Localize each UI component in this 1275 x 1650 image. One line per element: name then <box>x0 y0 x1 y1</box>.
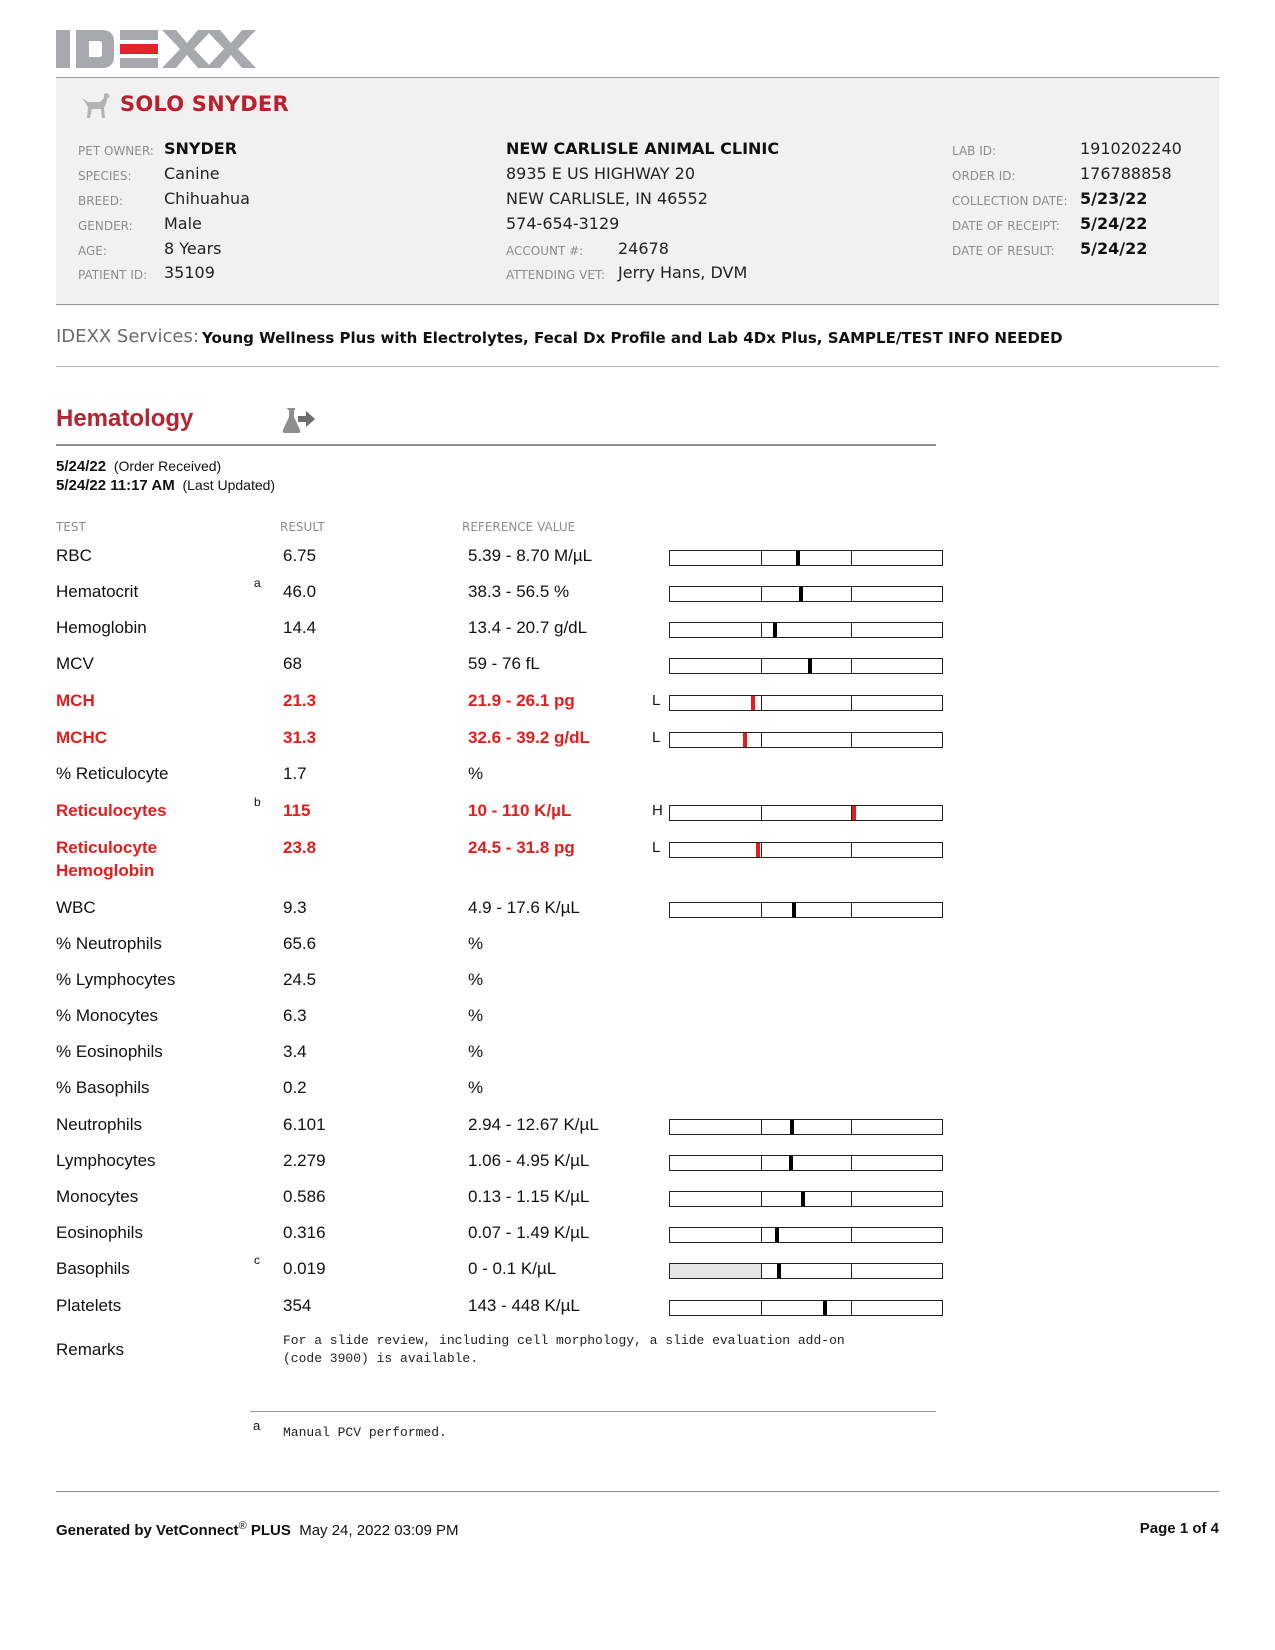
footer-generated-by: Generated by VetConnect <box>56 1522 239 1539</box>
test-name: % Eosinophils <box>56 1042 163 1061</box>
test-result: 0.316 <box>283 1223 326 1242</box>
test-name: % Monocytes <box>56 1006 159 1025</box>
range-bar-marker <box>796 551 800 565</box>
range-bar-marker <box>823 1301 827 1315</box>
range-bar <box>669 1300 943 1316</box>
range-bar-divider <box>761 696 762 710</box>
range-bar <box>669 1119 943 1135</box>
footnote-mark: a <box>253 1418 261 1433</box>
reference-range: 13.4 - 20.7 g/dL <box>468 618 588 637</box>
reference-range: 143 - 448 K/µL <box>468 1296 580 1315</box>
attending-vet-label: ATTENDING VET: <box>506 268 605 282</box>
range-bar-divider <box>851 659 852 673</box>
age-label: AGE: <box>78 244 107 258</box>
test-result: 1.7 <box>283 764 307 783</box>
range-bar-divider <box>761 1264 762 1278</box>
remarks-text <box>283 1332 845 1368</box>
range-bar-divider <box>851 733 852 747</box>
remarks-line-2: (code 3900) is available. <box>283 1351 479 1366</box>
test-name: Monocytes <box>56 1187 139 1206</box>
reference-range: % <box>468 764 484 783</box>
column-header-test: TEST <box>56 520 86 534</box>
range-bar <box>669 1227 943 1243</box>
range-bar-marker <box>756 843 760 857</box>
patient-id-label: PATIENT ID: <box>78 268 148 282</box>
reference-range: 59 - 76 fL <box>468 654 540 673</box>
range-bar-divider <box>851 1301 852 1315</box>
range-bar-divider <box>851 1228 852 1242</box>
range-bar-divider <box>761 659 762 673</box>
test-name: MCH <box>56 691 95 710</box>
test-result: 23.8 <box>283 838 317 857</box>
order-id-value: 176788858 <box>1080 164 1172 183</box>
range-bar-divider <box>761 623 762 637</box>
test-result: 65.6 <box>283 934 317 953</box>
test-name: % Neutrophils <box>56 934 162 953</box>
section-title: Hematology <box>56 405 194 432</box>
pet-owner-value: SNYDER <box>164 139 238 158</box>
account-label: ACCOUNT #: <box>506 244 584 258</box>
range-bar-marker <box>789 1156 793 1170</box>
range-bar-divider <box>761 903 762 917</box>
reference-range: 5.39 - 8.70 M/µL <box>468 546 593 565</box>
test-name: % Basophils <box>56 1078 150 1097</box>
abnormal-flag: L <box>652 692 661 709</box>
order-received-note: (Order Received) <box>113 458 222 474</box>
test-result: 0.586 <box>283 1187 326 1206</box>
test-result: 14.4 <box>283 618 317 637</box>
test-name: Basophils <box>56 1259 130 1278</box>
footnote-marker: c <box>254 1253 260 1267</box>
test-name: Reticulocyte Hemoglobin <box>56 838 158 880</box>
section-dates <box>56 457 275 495</box>
range-bar-marker <box>852 806 856 820</box>
range-bar-divider <box>761 551 762 565</box>
range-bar-divider <box>761 1228 762 1242</box>
abnormal-flag: H <box>652 802 663 819</box>
services-label: IDEXX Services: <box>56 326 199 347</box>
reference-range: 0.07 - 1.49 K/µL <box>468 1223 590 1242</box>
range-bar-divider <box>851 551 852 565</box>
test-result: 6.3 <box>283 1006 307 1025</box>
services-divider <box>56 366 1219 367</box>
test-result: 21.3 <box>283 691 317 710</box>
test-name: Neutrophils <box>56 1115 142 1134</box>
column-header-result: RESULT <box>280 520 325 534</box>
range-bar <box>669 550 943 566</box>
range-bar-divider <box>851 587 852 601</box>
reference-range: 4.9 - 17.6 K/µL <box>468 898 580 917</box>
order-id-label: ORDER ID: <box>952 169 1016 183</box>
abnormal-flag: L <box>652 839 661 856</box>
last-updated-note: (Last Updated) <box>182 477 276 493</box>
range-bar-divider <box>851 903 852 917</box>
test-result: 3.4 <box>283 1042 307 1061</box>
receipt-date-value: 5/24/22 <box>1080 214 1148 233</box>
idexx-logo <box>56 30 256 68</box>
test-name: MCV <box>56 654 94 673</box>
reference-range: % <box>468 934 484 953</box>
test-result: 6.101 <box>283 1115 326 1134</box>
reference-range: 38.3 - 56.5 % <box>468 582 570 601</box>
column-header-reference: REFERENCE VALUE <box>462 520 576 534</box>
range-bar-divider <box>851 1120 852 1134</box>
reference-range: % <box>468 1006 484 1025</box>
range-bar-marker <box>792 903 796 917</box>
clinic-phone: 574-654-3129 <box>506 214 620 233</box>
test-name: Lymphocytes <box>56 1151 156 1170</box>
range-bar-marker <box>743 733 747 747</box>
range-bar-shade <box>670 1264 761 1278</box>
reference-range: 21.9 - 26.1 pg <box>468 691 575 710</box>
test-name: WBC <box>56 898 96 917</box>
clinic-name: NEW CARLISLE ANIMAL CLINIC <box>506 139 780 158</box>
range-bar-marker <box>773 623 777 637</box>
range-bar <box>669 1263 943 1279</box>
test-result: 68 <box>283 654 302 673</box>
clinic-address-line1: 8935 E US HIGHWAY 20 <box>506 164 695 183</box>
age-value: 8 Years <box>164 239 222 258</box>
range-bar-divider <box>761 843 762 857</box>
test-name: Reticulocytes <box>56 801 167 820</box>
result-date-label: DATE OF RESULT: <box>952 244 1055 258</box>
reference-range: % <box>468 1078 484 1097</box>
test-name: RBC <box>56 546 92 565</box>
result-date-value: 5/24/22 <box>1080 239 1148 258</box>
test-result: 0.2 <box>283 1078 307 1097</box>
test-result: 6.75 <box>283 546 317 565</box>
test-name: MCHC <box>56 728 107 747</box>
registered-mark: ® <box>238 1520 247 1532</box>
account-value: 24678 <box>618 239 669 258</box>
test-result: 46.0 <box>283 582 317 601</box>
footer-generated <box>56 1520 458 1539</box>
range-bar-divider <box>851 1264 852 1278</box>
range-bar <box>669 695 943 711</box>
collection-date-label: COLLECTION DATE: <box>952 194 1068 208</box>
range-bar-divider <box>761 587 762 601</box>
species-value: Canine <box>164 164 220 183</box>
range-bar-divider <box>851 623 852 637</box>
page-number: Page 1 of 4 <box>1139 1520 1219 1537</box>
gender-label: GENDER: <box>78 219 133 233</box>
test-result: 31.3 <box>283 728 317 747</box>
test-name: % Lymphocytes <box>56 970 176 989</box>
footer-timestamp: May 24, 2022 03:09 PM <box>299 1522 459 1539</box>
clinic-address-line2: NEW CARLISLE, IN 46552 <box>506 189 708 208</box>
lab-id-value: 1910202240 <box>1080 139 1182 158</box>
range-bar <box>669 658 943 674</box>
test-name: Platelets <box>56 1296 122 1315</box>
collection-date-value: 5/23/22 <box>1080 189 1148 208</box>
section-divider <box>56 444 936 446</box>
range-bar-divider <box>761 1156 762 1170</box>
range-bar <box>669 1191 943 1207</box>
test-result: 0.019 <box>283 1259 326 1278</box>
pet-name: SOLO SNYDER <box>120 92 289 116</box>
reference-range: 2.94 - 12.67 K/µL <box>468 1115 599 1134</box>
range-bar <box>669 586 943 602</box>
reference-range: 32.6 - 39.2 g/dL <box>468 728 590 747</box>
range-bar-marker <box>790 1120 794 1134</box>
services-value: Young Wellness Plus with Electrolytes, Fecal Dx Profile and Lab 4Dx Plus, SAMPLE/TEST INFO NEEDED <box>202 329 1063 347</box>
range-bar-divider <box>851 1156 852 1170</box>
lab-id-label: LAB ID: <box>952 144 997 158</box>
range-bar <box>669 622 943 638</box>
last-updated-date: 5/24/22 11:17 AM <box>56 477 175 494</box>
range-bar-marker <box>777 1264 781 1278</box>
test-result: 24.5 <box>283 970 317 989</box>
remarks-line-1: For a slide review, including cell morphology, a slide evaluation add-on <box>283 1333 845 1348</box>
reference-range: 0.13 - 1.15 K/µL <box>468 1187 590 1206</box>
range-bar-divider <box>851 843 852 857</box>
patient-id-value: 35109 <box>164 263 215 282</box>
footer-divider <box>56 1491 1219 1492</box>
footnote-divider <box>250 1411 936 1412</box>
reference-range: 10 - 110 K/µL <box>468 801 572 820</box>
receipt-date-label: DATE OF RECEIPT: <box>952 219 1060 233</box>
order-received-date: 5/24/22 <box>56 458 107 475</box>
breed-label: BREED: <box>78 194 124 208</box>
range-bar <box>669 902 943 918</box>
range-bar-marker <box>801 1192 805 1206</box>
range-bar <box>669 805 943 821</box>
lab-flask-send-icon[interactable] <box>282 406 316 434</box>
attending-vet-value: Jerry Hans, DVM <box>618 263 748 282</box>
pet-owner-label: PET OWNER: <box>78 144 154 158</box>
test-name: Hematocrit <box>56 582 139 601</box>
reference-range: 0 - 0.1 K/µL <box>468 1259 557 1278</box>
reference-range: 1.06 - 4.95 K/µL <box>468 1151 590 1170</box>
gender-value: Male <box>164 214 202 233</box>
range-bar-marker <box>775 1228 779 1242</box>
reference-range: % <box>468 1042 484 1061</box>
species-label: SPECIES: <box>78 169 132 183</box>
remarks-label: Remarks <box>56 1340 125 1359</box>
abnormal-flag: L <box>652 729 661 746</box>
range-bar <box>669 842 943 858</box>
range-bar-divider <box>851 1192 852 1206</box>
reference-range: % <box>468 970 484 989</box>
range-bar-marker <box>751 696 755 710</box>
test-name: Eosinophils <box>56 1223 143 1242</box>
test-result: 354 <box>283 1296 312 1315</box>
footer-product: PLUS <box>250 1522 291 1539</box>
test-result: 115 <box>283 801 311 820</box>
range-bar-divider <box>851 696 852 710</box>
footnote-marker: a <box>254 576 261 590</box>
test-result: 9.3 <box>283 898 307 917</box>
range-bar-marker <box>808 659 812 673</box>
range-bar-marker <box>799 587 803 601</box>
breed-value: Chihuahua <box>164 189 250 208</box>
test-name: % Reticulocyte <box>56 764 169 783</box>
range-bar <box>669 732 943 748</box>
range-bar-divider <box>761 806 762 820</box>
dog-icon <box>80 90 112 120</box>
range-bar-divider <box>761 1301 762 1315</box>
range-bar-divider <box>761 1120 762 1134</box>
test-result: 2.279 <box>283 1151 326 1170</box>
footnote-text: Manual PCV performed. <box>283 1425 447 1440</box>
reference-range: 24.5 - 31.8 pg <box>468 838 575 857</box>
test-name: Hemoglobin <box>56 618 147 637</box>
range-bar-divider <box>761 733 762 747</box>
range-bar-divider <box>761 1192 762 1206</box>
footnote-marker: b <box>254 795 261 809</box>
range-bar <box>669 1155 943 1171</box>
